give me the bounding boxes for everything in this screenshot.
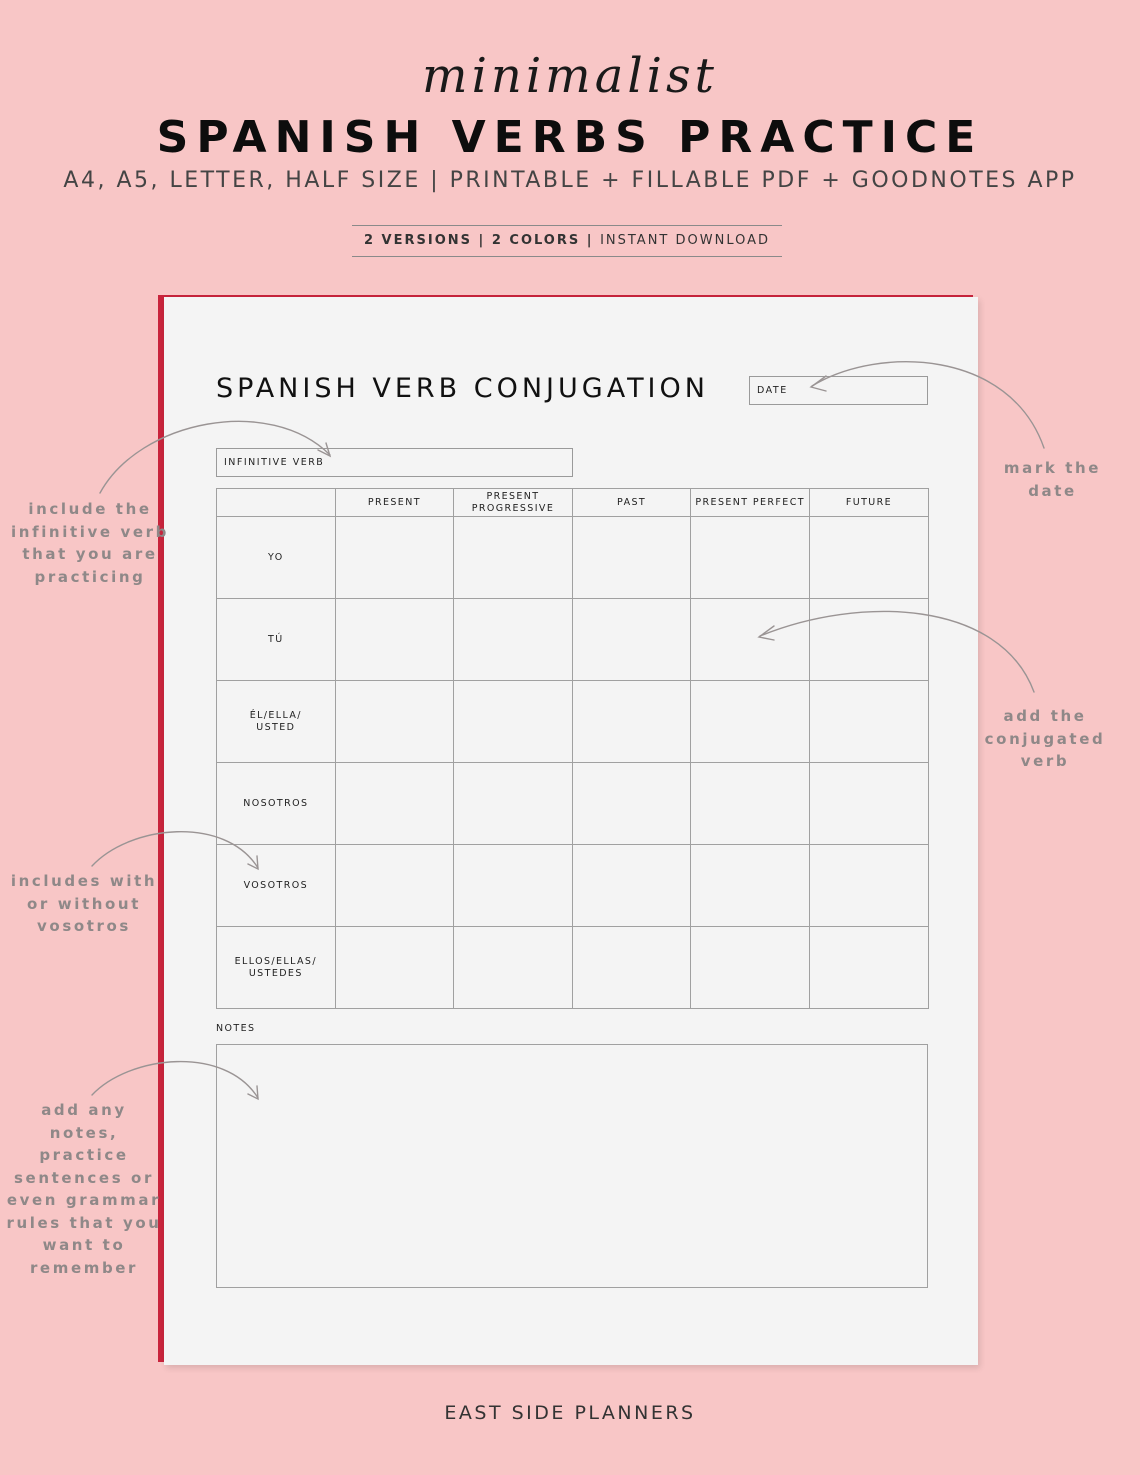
arrow-conjugated: [760, 611, 1034, 692]
banner-separator: |: [472, 233, 492, 248]
main-title: SPANISH VERBS PRACTICE: [156, 112, 984, 163]
annotation-infinitive: include the infinitive verb that you are practicing: [11, 500, 169, 586]
column-header: PAST: [572, 489, 691, 517]
annotation-conjugated: add the conjugated verb: [984, 707, 1106, 770]
script-title: minimalist: [422, 48, 718, 104]
arrowhead-date: [811, 376, 826, 391]
notes-label: NOTES: [216, 1023, 256, 1034]
arrow-date: [812, 362, 1044, 448]
worksheet-title: SPANISH VERB CONJUGATION: [216, 373, 709, 404]
banner-separator: |: [580, 233, 601, 248]
annotation-notes: add any notes, practice sentences or even grammar rules that you want to remember: [6, 1101, 162, 1277]
instant-download: INSTANT DOWNLOAD: [600, 233, 771, 248]
column-header: FUTURE: [809, 489, 928, 517]
date-field[interactable]: DATE: [749, 376, 928, 405]
brand-footer: EAST SIDE PLANNERS: [444, 1402, 696, 1424]
infinitive-verb-field[interactable]: INFINITIVE VERB: [216, 448, 573, 477]
pronoun-label: VOSOTROS: [217, 845, 336, 927]
versions-count: 2 VERSIONS: [363, 233, 473, 248]
column-header: PRESENT PERFECT: [691, 489, 810, 517]
pronoun-label: NOSOTROS: [217, 763, 336, 845]
annotation-vosotros: includes with or without vosotros: [10, 872, 158, 935]
annotation-date: mark the date: [1003, 459, 1102, 500]
pronoun-label: ÉL/ELLA/ USTED: [217, 681, 336, 763]
column-header: PRESENT PROGRESSIVE: [454, 489, 573, 517]
pronoun-label: TÚ: [217, 599, 336, 681]
pronoun-label: YO: [217, 517, 336, 599]
formats-subtitle: A4, A5, LETTER, HALF SIZE | PRINTABLE + FILLABLE PDF + GOODNOTES APP: [63, 168, 1077, 193]
arrow-notes: [92, 1062, 258, 1098]
arrow-vosotros: [92, 832, 258, 868]
column-header: PRESENT: [335, 489, 454, 517]
pronoun-label: ELLOS/ELLAS/ USTEDES: [217, 927, 336, 1009]
arrow-infinitive: [100, 421, 330, 493]
colors-count: 2 COLORS: [491, 233, 581, 248]
